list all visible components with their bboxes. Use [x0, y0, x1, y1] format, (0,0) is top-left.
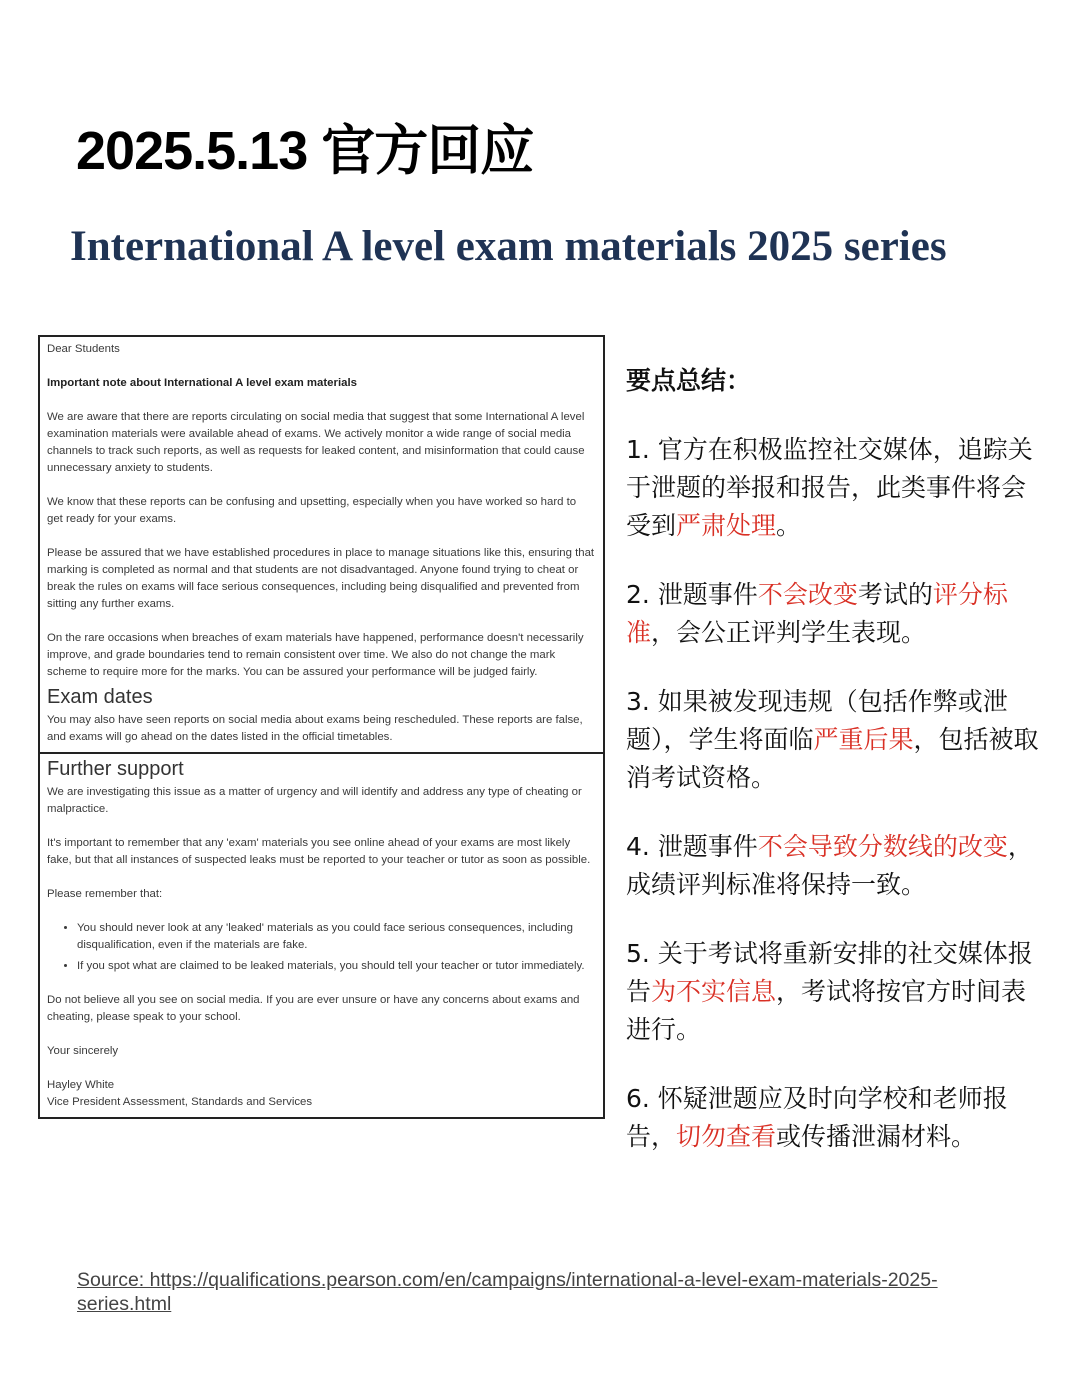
summary-point-6 — [626, 1080, 1046, 1156]
signer-name: Hayley White — [47, 1079, 115, 1091]
letter-screenshot — [38, 335, 605, 1119]
page-title: 2025.5.13 官方回应 — [76, 121, 534, 181]
page-subtitle: International A level exam materials 2025 series — [70, 223, 947, 270]
letter-paragraph: Please be assured that we have established procedures in place to manage situations like this, ensuring that marking is completed as normal and that students are not disadvantaged. Anyone found trying to cheat or break the rules on exams will face serious consequences, including being disqualified and prevented from sitting any further exams. — [47, 547, 595, 610]
summary-point-5 — [626, 935, 1046, 1049]
point-text: 或传播泄漏材料。 — [776, 1122, 977, 1151]
point-text: ，包括被取消考试资格。 — [626, 725, 1039, 792]
point-highlight: 评分标准 — [626, 580, 1008, 647]
exam-dates-heading: Exam dates — [47, 686, 153, 708]
point-text: 1. 官方在积极监控社交媒体，追踪关于泄题的举报和报告，此类事件将会受到 — [626, 435, 1033, 540]
letter-paragraph: We know that these reports can be confusing and upsetting, especially when you have worked so hard to get ready for your exams. — [47, 496, 577, 525]
source-link[interactable]: Source: https://qualifications.pearson.com/en/campaigns/international-a-level-exam-materials-2025-series.html — [77, 1269, 938, 1315]
support-paragraph: We are investigating this issue as a matter of urgency and will identify and address any type of cheating or malpractice. — [47, 786, 582, 815]
signature-block — [47, 1077, 595, 1111]
point-text: 2. 泄题事件 — [626, 580, 758, 609]
summary-point-1 — [626, 431, 1046, 545]
point-highlight: 切勿查看 — [676, 1122, 777, 1151]
summary-panel — [626, 362, 1046, 1187]
list-item: • You should never look at any 'leaked' materials as you could face serious consequences, including disqualification, even if the materials are fake. — [77, 920, 595, 954]
point-text: 考试的 — [857, 580, 933, 609]
signer-title: Vice President Assessment, Standards and Services — [47, 1096, 313, 1108]
further-support-heading: Further support — [47, 758, 184, 780]
support-paragraph: Please remember that: — [47, 888, 163, 900]
point-text: 3. 如果被发现违规（包括作弊或泄题），学生将面临 — [626, 687, 1008, 754]
summary-point-2 — [626, 576, 1046, 652]
point-highlight: 严重后果 — [813, 725, 914, 754]
point-text: ，考试将按官方时间表进行。 — [626, 977, 1027, 1044]
point-highlight: 不会导致分数线的改变 — [757, 832, 1008, 861]
closing-paragraph: Do not believe all you see on social media. If you are ever unsure or have any concerns about exams and cheating, please speak to your school. — [47, 994, 580, 1023]
point-text: 。 — [776, 511, 802, 540]
reminder-list — [47, 920, 595, 975]
point-text: ，会公正评判学生表现。 — [651, 618, 927, 647]
point-highlight: 严肃处理 — [676, 511, 777, 540]
summary-heading: 要点总结： — [626, 366, 752, 395]
point-text: ，成绩评判标准将保持一致。 — [626, 832, 1033, 899]
summary-point-3 — [626, 683, 1046, 797]
list-item: • If you spot what are claimed to be leaked materials, you should tell your teacher or tutor immediately. — [77, 958, 595, 975]
point-highlight: 不会改变 — [757, 580, 858, 609]
point-highlight: 为不实信息 — [651, 977, 777, 1006]
letter-main-section — [40, 337, 603, 752]
exam-dates-text: You may also have seen reports on social media about exams being rescheduled. These reports are false, and exams will go ahead on the dates listed in the official timetables. — [47, 714, 583, 743]
summary-point-4 — [626, 828, 1046, 904]
letter-greeting: Dear Students — [47, 343, 120, 355]
letter-note-title: Important note about International A level exam materials — [47, 377, 357, 389]
support-paragraph: It's important to remember that any 'exam' materials you see online ahead of your exams are most likely fake, but that all instances of suspected leaks must be reported to your teacher or tutor as soon as possible. — [47, 837, 591, 866]
point-text: 5. 关于考试将重新安排的社交媒体报告 — [626, 939, 1033, 1006]
sign-off: Your sincerely — [47, 1045, 119, 1057]
point-text: 4. 泄题事件 — [626, 832, 758, 861]
letter-support-section — [40, 752, 603, 1117]
letter-paragraph: We are aware that there are reports circulating on social media that suggest that some International A level examination materials were available ahead of exams. We actively monitor a wide range of social media channels to track such reports, as well as requests for leaked content, and misinformation that could cause unnecessary anxiety to students. — [47, 411, 585, 474]
letter-paragraph: On the rare occasions when breaches of exam materials have happened, performance doesn't necessarily improve, and grade boundaries tend to remain consistent over time. We also do not change the mark scheme to require more for the marks. You can be assured your performance will be judged fairly. — [47, 632, 584, 678]
point-text: 6. 怀疑泄题应及时向学校和老师报告， — [626, 1084, 1008, 1151]
